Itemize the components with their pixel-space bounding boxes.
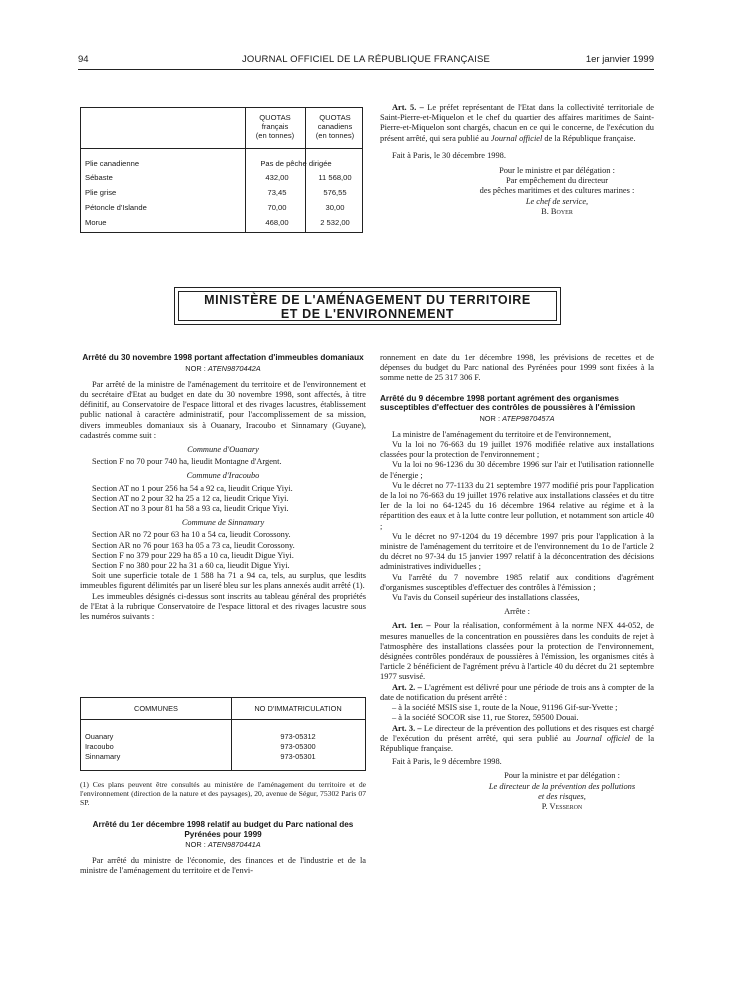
table-rule <box>81 148 362 149</box>
nor-reference: NOR : ATEP9870457A <box>479 413 555 423</box>
ministry-heading: MINISTÈRE DE L'AMÉNAGEMENT DU TERRITOIRE ET DE L'ENVIRONNEMENT <box>174 287 561 325</box>
article-5: Art. 5. – Le préfet représentant de l'Etat dans la collectivité territoriale de Saint-Pierre-et-Miquelon et le chef du quartier des affaires maritimes de Saint-Pierre-et-Miquelon sont chargés, chacun en ce qui le concerne, de l'exécution du présent arrêté, qui sera publié au Journal officiel de la République française. Fait à Paris, le 30 décembre 1998. Pour le ministre et par délégation : Par empêchement du directeur des pêches maritimes et des cultures marines : Le chef de service, B. Boyer <box>380 103 655 216</box>
table-row <box>81 159 362 171</box>
table-row: Ouanary 973-05312 <box>85 732 316 741</box>
table-row: Iracoubo 973-05300 <box>85 742 316 751</box>
col-header-ca: QUOTAS canadiens (en tonnes) <box>315 113 355 140</box>
table-row: Pétoncle d'Islande 70,00 30,00 <box>85 203 345 212</box>
communes-table <box>80 697 366 771</box>
nor-reference: NOR : ATEN9870442A <box>185 363 261 373</box>
col-header-fr: QUOTAS français (en tonnes) <box>255 113 295 140</box>
left-column: Arrêté du 30 novembre 1998 portant affectation d'immeubles domaniaux NOR : ATEN9870442A Par arrêté de la ministre de l'aménagement du territoire et de l'environnement et du secrétaire d'Etat au budget en date du 30 novembre 1998, sont affectés, à titre définitif, au Conservatoire de l'espace littoral et des rivages lacustres, établissement public national à caractère administratif, pour l'accomplissement de sa mission, divers immeubles domaniaux sis à Ouanary, Iracoubo et Sinnamary (Guyane), cadastrés comme suit : Commune d'Ouanary Section F no 70 pour 740 ha, lieudit Montagne d'Argent. Commune d'Iracoubo Section AT no 1 pour 256 ha 54 a 92 ca, lieudit Crique Yiyi. Section AT no 2 pour 32 ha 25 a 12 ca, lieudit Crique Yiyi. Section AT no 3 pour 81 ha 58 a 93 ca, lieudit Crique Yiyi. Commune de Sinnamary Section AR no 72 pour 63 ha 10 a 54 ca, lieudit Corossony. Section AR no 76 pour 163 ha 05 a 73 ca, lieudit Corossony. Section F no 379 pour 229 ha 85 a 10 ca, lieudit Digue Yiyi. Section F no 380 pour 22 ha 31 a 60 ca, lieudit Digue Yiyi. Soit une superficie totale de 1 588 ha 71 a 94 ca, tels, au surplus, que lesdits immeubles figurent délimités par un liseré bleu sur les plans annexés audit arrêté (1). Les immeubles désignés ci-dessus sont inscrits au tableau général des propriétés de l'Etat à la rubrique Conservatoire de l'espace littoral et des rivages lacustre sous les numéros suivants : <box>80 353 366 621</box>
header-rule <box>78 69 654 70</box>
signature-block: Pour la ministre et par délégation : Le directeur de la prévention des pollutions et des risques, P. Vesseron <box>488 771 636 811</box>
left-column-bottom: Arrêté du 1er décembre 1998 relatif au budget du Parc national des Pyrénées pour 1999 NOR : ATEN9870441A Par arrêté du ministre de l'économie, des finances et de l'industrie et de la ministre de l'aménagement du territoire et de l'envi- <box>80 820 366 876</box>
no-fishing-note: Pas de pêche dirigée <box>260 159 332 168</box>
journal-title: JOURNAL OFFICIEL DE LA RÉPUBLIQUE FRANÇAISE <box>241 54 491 65</box>
table-row: Sébaste 432,00 11 568,00 <box>85 173 352 182</box>
table-row: Sinnamary 973-05301 <box>85 752 316 761</box>
article-title: Arrêté du 30 novembre 1998 portant affectation d'immeubles domaniaux <box>82 353 364 362</box>
species: Plie canadienne <box>85 159 140 168</box>
col-header-registration: NO D'IMMATRICULATION <box>254 704 342 713</box>
article-title: Arrêté du 1er décembre 1998 relatif au budget du Parc national des Pyrénées pour 1999 <box>92 820 354 839</box>
table-row: Plie grise 73,45 576,55 <box>85 188 347 197</box>
nor-reference: NOR : ATEN9870441A <box>185 840 261 849</box>
article-title: Arrêté du 9 décembre 1998 portant agrément des organismes susceptibles d'effectuer des contrôles de poussières à l'émission <box>380 393 636 413</box>
page-number: 94 <box>78 54 89 65</box>
right-column: ronnement en date du 1er décembre 1998, les prévisions de recettes et de dépenses du budget du Parc national des Pyrénées pour 1999 sont fixées à la somme nette de 25 317 306 F. Arrêté du 9 décembre 1998 portant agrément des organismes susceptibles d'effectuer des contrôles de poussières à l'émission NOR : ATEP9870457A La ministre de l'aménagement du territoire et de l'environnement, Vu la loi no 76-663 du 19 juillet 1976 modifiée relative aux installations classées pour la protection de l'environnement ; Vu la loi no 96-1236 du 30 décembre 1996 sur l'air et l'utilisation rationnelle de l'énergie ; Vu le décret no 77-1133 du 21 septembre 1977 modifié pris pour l'application de la loi no 76-663 du 19 juillet 1976 relative aux installations classées et du titre Ier de la loi no 64-1245 du 16 décembre 1964 relative au régime et à la répartition des eaux et à la lutte contre leur pollution, et notamment son article 40 ; Vu le décret no 97-1204 du 19 décembre 1997 pris pour l'application à la ministre de l'aménagement du territoire et de l'environnement du 1o de l'article 2 du décret no 97-34 du 15 janvier 1997 relatif à la déconcentration des décisions administratives individuelles ; Vu l'arrêté du 7 novembre 1985 relatif aux conditions d'agrément d'organismes susceptibles d'effectuer des contrôles à l'émission ; Vu l'avis du Conseil supérieur des installations classées, Arrête : Art. 1er. – Pour la réalisation, conformément à la norme NFX 44-052, de mesures manuelles de la concentration en poussières dans les conduits de rejet à l'atmosphère des installations classées pour la protection de l'environnement, désignées contrôles pondéraux de poussières à l'émission, les organismes cités à l'article 2 bénéficient de l'agrément prévu à l'article 40 du décret du 21 septembre 1977 susvisé. Art. 2. – L'agrément est délivré pour une période de trois ans à compter de la date de notification du présent arrêté : – à la société MSIS sise 1, route de la Noue, 91196 Gif-sur-Yvette ; – à la société SOCOR sise 11, rue Storez, 59500 Douai. Art. 3. – Le directeur de la prévention des pollutions et des risques est chargé de l'exécution du présent arrêté, qui sera publié au Journal officiel de la République française. Fait à Paris, le 9 décembre 1998. Pour la ministre et par délégation : Le directeur de la prévention des pollutions et des risques, P. Vesseron <box>380 353 655 811</box>
page-header <box>78 54 654 68</box>
signature-block: Pour le ministre et par délégation : Par empêchement du directeur des pêches maritimes et des cultures marines : Le chef de service, B. Boyer <box>479 166 635 216</box>
table-row: Morue 468,00 2 532,00 <box>85 218 350 227</box>
quota-table <box>80 107 363 233</box>
issue-date: 1er janvier 1999 <box>585 54 654 65</box>
col-header-communes: COMMUNES <box>134 704 178 713</box>
footnote: (1) Ces plans peuvent être consultés au ministère de l'aménagement du territoire et de l'environnement (direction de la nature et des paysages), 20, avenue de Ségur, 75302 Paris 07 SP. <box>80 780 366 807</box>
